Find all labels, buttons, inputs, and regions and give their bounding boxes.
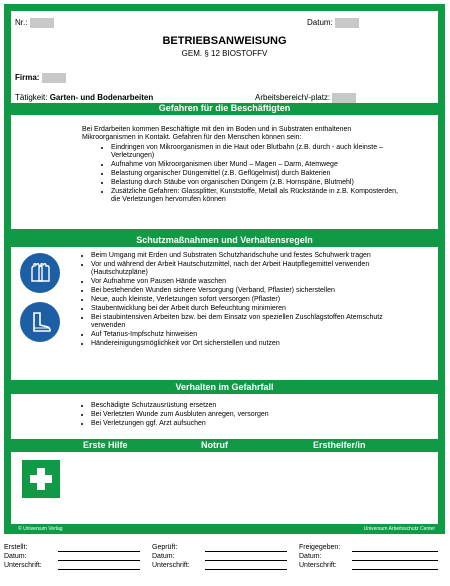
gefahren-item: • Eindringen von Mikroorganismen in die Haut oder Blutbahn (z.B. durch - auch kleinste – Verletzungen) (111, 144, 401, 160)
gefahren-panel (11, 115, 438, 229)
erstellt-datum-line[interactable] (58, 560, 140, 561)
freigegeben-label: Freigegeben: (299, 544, 341, 551)
freigegeben-unterschrift-line[interactable] (352, 569, 438, 570)
signature-col-freigegeben (299, 543, 340, 570)
erste-hilfe-panel (11, 452, 438, 524)
gefahrfall-item: • Bei Verletzungen ggf. Arzt aufsuchen (91, 420, 411, 428)
signature-col-geprueft (152, 543, 190, 570)
freigegeben-datum-line[interactable] (352, 560, 438, 561)
arbeitsbereich-label: Arbeitsbereich/-platz: (255, 93, 331, 103)
erstellt-unterschrift-label: Unterschrift: (4, 562, 42, 569)
page-title: BETRIEBSANWEISUNG (162, 35, 287, 47)
taetigkeit-value: Garten- und Bodenarbeiten (49, 93, 154, 102)
boots-icon (20, 302, 60, 342)
gefahren-heading: Gefahren für die Beschäftigten (158, 103, 291, 113)
geprueft-datum-label: Datum: (152, 553, 175, 560)
arbeitsbereich-value-placeholder[interactable] (332, 93, 356, 103)
schutz-heading: Schutzmaßnahmen und Verhaltensregeln (136, 235, 313, 245)
erstellt-unterschrift-line[interactable] (58, 569, 140, 570)
nr-value-placeholder[interactable] (30, 18, 54, 28)
schutz-item: • Händereinigungsmöglichkeit vor Ort sicherstellen und nutzen (91, 340, 411, 348)
schutz-item: • Beim Umgang mit Erden und Substraten Schutzhandschuhe und festes Schuhwerk tragen (91, 252, 411, 260)
schutz-panel (11, 247, 438, 380)
gefahren-item: • Aufnahme von Mikroorganismen über Mund – Magen – Darm, Atemwege (111, 161, 401, 169)
schutz-list (81, 252, 411, 349)
header-panel (11, 11, 438, 103)
notruf-label: Notruf (201, 440, 228, 450)
gefahren-item: • Belastung durch Stäube von organischen Düngern (z.B. Hornspäne, Blutmehl) (111, 179, 401, 187)
schutz-item: • Vor Aufnahme von Pausen Hände waschen (91, 278, 411, 286)
freigegeben-datum-label: Datum: (299, 553, 322, 560)
datum-label: Datum: (307, 18, 333, 28)
gefahrfall-item: • Bei Verletzten Wunde zum Ausbluten anregen, versorgen (91, 411, 411, 419)
ersthelfer-label: Ersthelfer/in (313, 440, 366, 450)
gefahren-item: • Belastung organischer Düngemittel (z.B. Geflügelmist) durch Bakterien (111, 170, 401, 178)
erstellt-datum-label: Datum: (4, 553, 27, 560)
schutz-item: • Bei bestehenden Wunden sichere Versorgung (Verband, Pflaster) sicherstellen (91, 287, 411, 295)
gefahrfall-panel (11, 394, 438, 439)
first-aid-cross-icon (22, 460, 60, 498)
freigegeben-line[interactable] (352, 551, 438, 552)
geprueft-unterschrift-line[interactable] (205, 569, 287, 570)
gefahren-list (101, 144, 401, 205)
erstellt-label: Erstellt: (4, 544, 28, 551)
signature-col-erstellt (4, 543, 42, 570)
gefahrfall-item: • Beschädigte Schutzausrüstung ersetzen (91, 402, 411, 410)
geprueft-label: Geprüft: (152, 544, 178, 551)
erste-hilfe-label: Erste Hilfe (83, 440, 128, 450)
datum-field (307, 18, 359, 28)
schutz-item: • Bei staubintensiven Arbeiten bzw. bei dem Einsatz von speziellen Zuschlagstoffen Atemschutz verwenden (91, 314, 411, 330)
footer-publisher: Universum Arbeitsschutz Center (363, 526, 435, 532)
nr-label: Nr.: (15, 18, 28, 28)
taetigkeit-field (15, 93, 153, 102)
datum-value-placeholder[interactable] (335, 18, 359, 28)
document-frame (4, 4, 445, 534)
gloves-icon (20, 253, 60, 293)
schutz-item: • Auf Tetanus-Impfschutz hinweisen (91, 331, 411, 339)
geprueft-unterschrift-label: Unterschrift: (152, 562, 190, 569)
firma-field (15, 73, 66, 83)
erste-hilfe-heading (11, 440, 438, 451)
firma-label: Firma: (15, 73, 40, 83)
page-subtitle: GEM. § 12 BIOSTOFFV (181, 49, 268, 58)
firma-value-placeholder[interactable] (42, 73, 66, 83)
erstellt-line[interactable] (58, 551, 140, 552)
gefahrfall-heading: Verhalten im Gefahrfall (175, 382, 274, 392)
geprueft-datum-line[interactable] (205, 560, 287, 561)
arbeitsbereich-field (255, 93, 356, 103)
nr-field (15, 18, 54, 28)
schutz-item: • Neue, auch kleinste, Verletzungen sofort versorgen (Pflaster) (91, 296, 411, 304)
freigegeben-unterschrift-label: Unterschrift: (299, 562, 337, 569)
footer-copyright: © Universum Verlag (18, 526, 63, 532)
taetigkeit-label: Tätigkeit: (15, 93, 48, 102)
gefahren-intro: Bei Erdarbeiten kommen Beschäftigte mit den im Boden und in Substraten enthaltenen Mikroorganismen in Kontakt. Gefahren für den Menschen können sein: (82, 126, 352, 141)
gefahren-item: • Zusätzliche Gefahren: Glassplitter, Kunststoffe, Metall als Rückstände in z.B. Komposterden, die Verletzungen hervorrufen können (111, 188, 401, 204)
schutz-item: • Vor und während der Arbeit Hautschutzmittel, nach der Arbeit Hautpflegemittel verwenden (Hautschutzpläne) (91, 261, 411, 277)
schutz-item: • Staubentwicklung bei der Arbeit durch Befeuchtung minimieren (91, 305, 411, 313)
gefahrfall-list (81, 402, 411, 429)
geprueft-line[interactable] (205, 551, 287, 552)
